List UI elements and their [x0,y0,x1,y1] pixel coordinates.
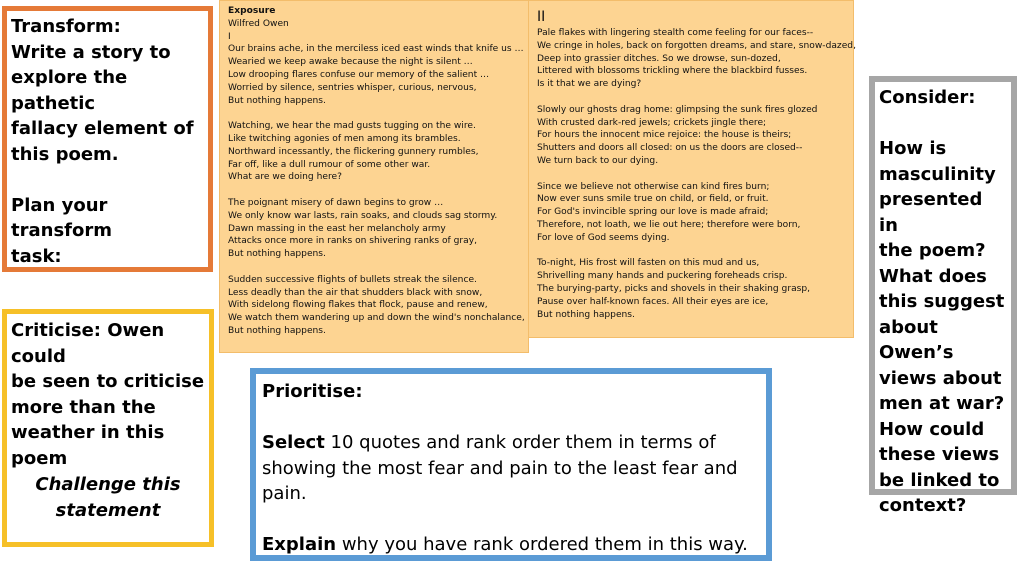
poem-line: Shrivelling many hands and puckering foreheads crisp. [537,271,788,282]
poem-line: Dawn massing in the east her melancholy army [228,223,446,234]
poem-line: But nothing happens. [537,309,635,320]
poem-line: Wearied we keep awake because the night is silent … [228,57,473,68]
explain-keyword: Explain [262,534,337,555]
poem-line: We watch them wandering up and down the wind's nonchalance, [228,313,525,324]
poem-part-two [528,0,854,338]
transform-task-line: fallacy element of [11,118,194,139]
consider-line: about Owen’s [879,316,954,363]
consider-heading: Consider: [879,87,976,108]
select-instruction [262,430,760,456]
criticise-line: be seen to criticise [11,371,205,392]
poem-section-number: I [228,31,231,42]
transform-task-line: this poem. [11,143,119,165]
poem-line: We cringe in holes, back on forgotten dreams, and stare, snow-dazed, [537,40,856,51]
criticise-line: more than the [11,396,156,418]
stanza-break [228,107,520,120]
poem-line: Northward incessantly, the flickering gunnery rumbles, [228,146,479,157]
poem-line: But nothing happens. [228,325,326,336]
poem-line: Attacks once more in ranks on shivering ranks of gray, [228,236,477,247]
transform-plan-line: task: [11,245,62,267]
poem-line: Our brains ache, in the merciless iced east winds that knife us … [228,44,524,55]
poem-section-number: II [537,9,546,25]
explain-text: why you have rank ordered them in this way. [336,534,748,555]
poem-line: Less deadly than the air that shudders black with snow, [228,287,483,298]
poem-line: For hours the innocent mice rejoice: the house is theirs; [537,130,792,141]
transform-plan-line: Plan your transform [11,194,112,241]
consider-line: the poem? [879,240,986,261]
transform-task-line: explore the pathetic [11,67,128,114]
stanza-break [228,184,520,197]
poem-line: We turn back to our dying. [537,155,659,166]
stanza-break [537,91,845,104]
transform-task-box [2,6,213,272]
poem-line: Far off, like a dull rumour of some other war. [228,159,431,170]
poem-line: Watching, we hear the mad gusts tugging on the wire. [228,121,476,132]
poem-line: What are we doing here? [228,172,342,183]
transform-heading: Transform: [11,16,121,37]
poem-line: Pause over half-known faces. All their eyes are ice, [537,296,769,307]
consider-line: presented in [879,189,983,236]
poem-line: But nothing happens. [228,249,326,260]
poem-line: Littered with blossoms trickling where the blackbird fusses. [537,66,808,77]
challenge-line: statement [55,499,161,521]
poem-line: We only know war lasts, rain soaks, and clouds sag stormy. [228,210,498,221]
consider-line: How is [879,138,947,159]
poem-line: Pale flakes with lingering stealth come feeling for our faces-- [537,28,814,38]
poem-line: Low drooping flares confuse our memory of the salient … [228,69,490,80]
poem-line: But nothing happens. [228,95,326,106]
poem-line: With crusted dark-red jewels; crickets jingle there; [537,117,767,128]
consider-line: masculinity [879,163,996,185]
criticise-task-box [2,309,214,547]
consider-line: men at war? [879,393,1005,414]
poem-line: Now ever suns smile true on child, or field, or fruit. [537,194,769,205]
prioritise-heading: Prioritise: [262,381,363,402]
consider-line: How could [879,418,985,440]
poem-line: Deep into grassier ditches. So we drowse, sun-dozed, [537,53,781,64]
poem-author: Wilfred Owen [228,18,289,29]
poem-line: Slowly our ghosts drag home: glimpsing the sunk fires glozed [537,104,818,115]
poem-line: Since we believe not otherwise can kind fires burn; [537,181,770,192]
poem-title: Exposure [228,6,276,16]
challenge-statement [7,472,209,523]
poem-line: For love of God seems dying. [537,232,670,243]
criticise-line: Criticise: Owen could [11,320,165,367]
prioritise-task-box [250,368,772,561]
poem-line: Sudden successive flights of bullets streak the silence. [228,274,477,285]
stanza-break [537,168,845,181]
poem-line: For God's invincible spring our love is made afraid; [537,207,769,218]
poem-line: Therefore, not loath, we lie out here; therefore were born, [537,219,801,230]
select-keyword: Select [262,432,325,453]
criticise-line: weather in this poem [11,422,165,469]
consider-line: these views [879,444,1000,465]
transform-task-line: Write a story to [11,41,171,63]
stanza-break [228,261,520,274]
select-text-line: pain. [262,483,307,504]
consider-line: this suggest [879,291,1005,312]
poem-line: Like twitching agonies of men among its brambles. [228,133,461,144]
select-text-line: showing the most fear and pain to the least fear and [262,457,738,479]
poem-line: Is it that we are dying? [537,79,642,90]
explain-instruction [262,532,760,558]
consider-line: What does [879,265,987,287]
select-text: 10 quotes and rank order them in terms of [324,432,716,453]
poem-line: The burying-party, picks and shovels in their shaking grasp, [537,283,811,294]
poem-part-one [219,0,529,353]
poem-line: The poignant misery of dawn begins to grow … [228,197,444,208]
poem-line: Worried by silence, sentries whisper, curious, nervous, [228,82,477,93]
consider-line: context? [879,495,967,516]
consider-task-box [869,76,1017,516]
poem-line: To-night, His frost will fasten on this mud and us, [537,258,760,269]
consider-line: be linked to [879,469,1000,491]
challenge-line: Challenge this [35,474,181,495]
poem-line: Shutters and doors all closed: on us the doors are closed-- [537,143,803,154]
consider-line: views about [879,367,1002,389]
poem-line: With sidelong flowing flakes that flock, pause and renew, [228,300,488,311]
stanza-break [537,245,845,258]
